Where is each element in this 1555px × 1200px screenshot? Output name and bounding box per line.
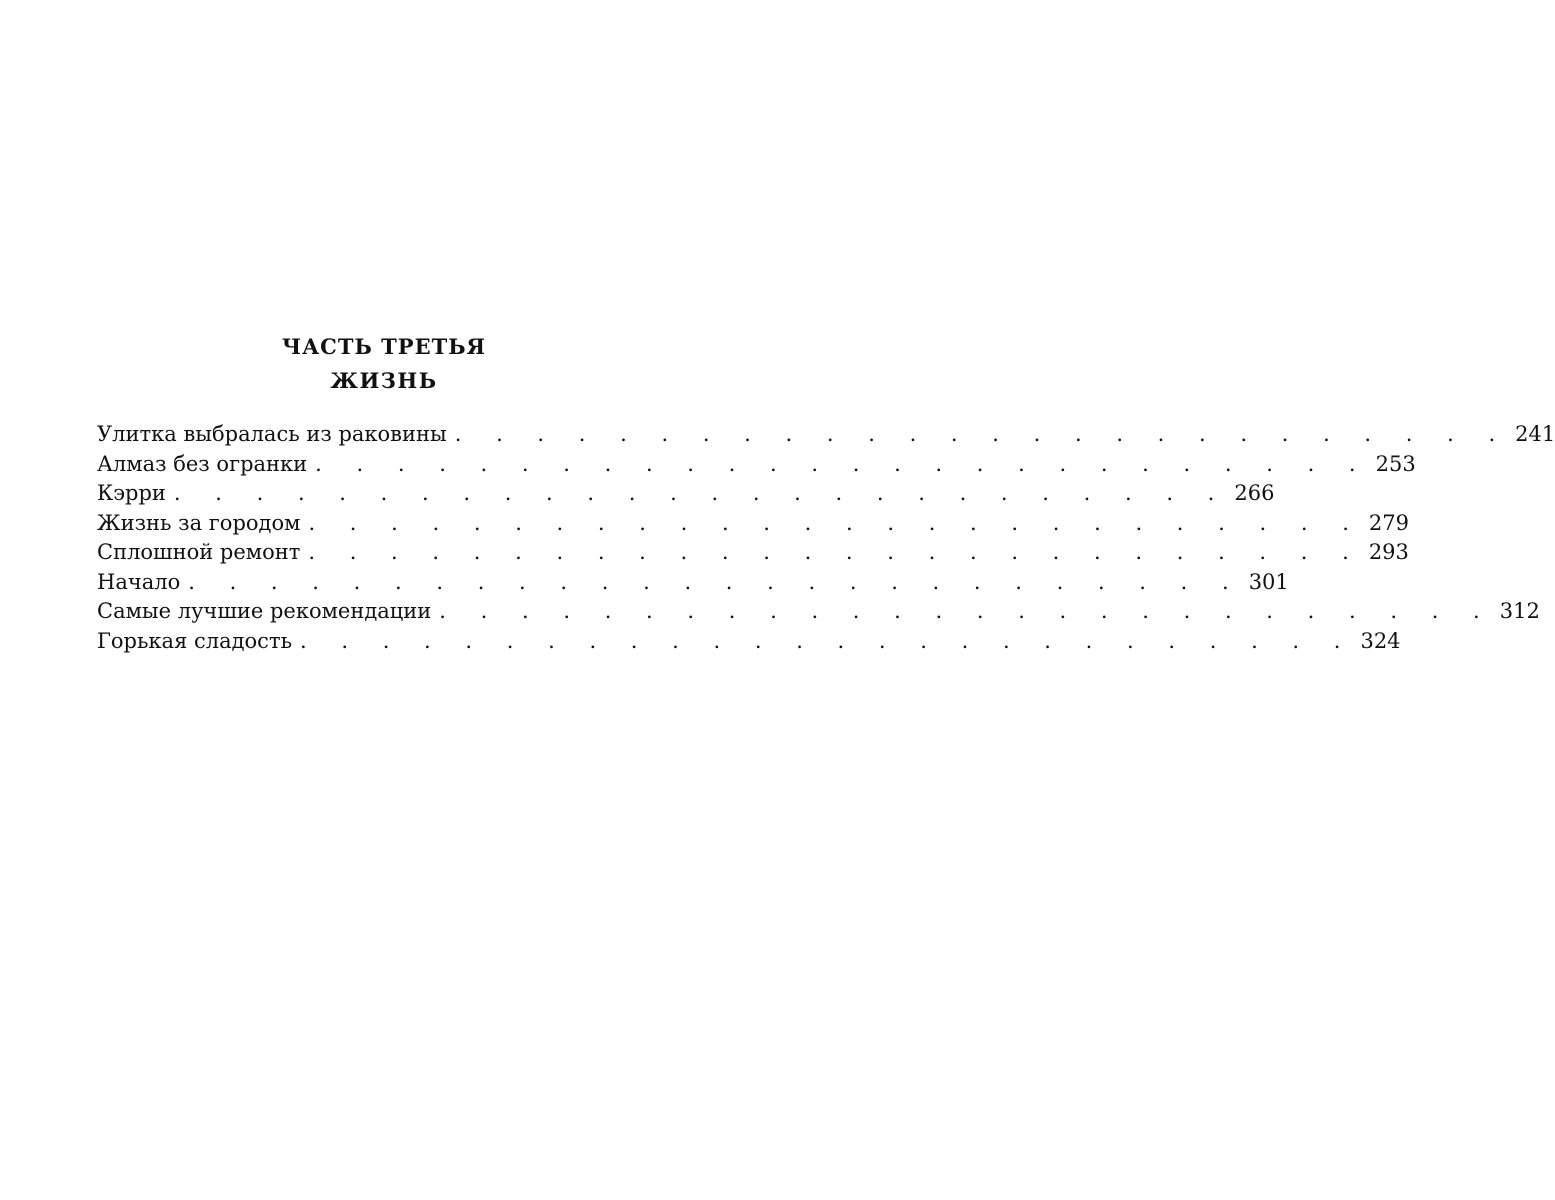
toc-entry bbox=[97, 509, 1409, 539]
toc-dot-leader: . . . . . . . . . . . . . . . . . . . . . . . . . . bbox=[173, 481, 1229, 505]
toc-dot-leader: . . . . . . . . . . . . . . . . . . . . . . . . . . bbox=[315, 451, 1370, 476]
toc-dot-leader: . . . . . . . . . . . . . . . . . . . . . . . . . . bbox=[439, 599, 1494, 623]
toc-dot-leader: . . . . . . . . . . . . . . . . . . . . . . . . . . bbox=[454, 422, 1510, 446]
toc-entry-title: Улитка выбралась из раковины bbox=[97, 422, 447, 446]
toc-dot-leader: . . . . . . . . . . . . . . . . . . . . . . . . . . bbox=[308, 540, 1363, 564]
toc-entry-page: 266 bbox=[1234, 481, 1275, 505]
toc-entry bbox=[97, 450, 1416, 480]
toc-entry bbox=[97, 538, 1409, 568]
toc-dot-leader: . . . . . . . . . . . . . . . . . . . . . . . . . . bbox=[300, 628, 1355, 653]
toc-entry-page: 324 bbox=[1360, 628, 1401, 653]
table-of-contents bbox=[97, 420, 1555, 656]
toc-entry bbox=[97, 479, 1275, 509]
part-subtitle: ЖИЗНЬ bbox=[330, 368, 438, 393]
toc-entry-title: Начало bbox=[97, 569, 181, 594]
toc-entry-page: 301 bbox=[1248, 569, 1289, 594]
toc-entry-page: 312 bbox=[1499, 599, 1540, 623]
part-title: ЧАСТЬ ТРЕТЬЯ bbox=[281, 334, 487, 359]
toc-entry bbox=[97, 627, 1401, 657]
toc-dot-leader: . . . . . . . . . . . . . . . . . . . . . . . . . . bbox=[308, 510, 1363, 535]
toc-entry-title: Сплошной ремонт bbox=[97, 540, 301, 564]
toc-entry-page: 293 bbox=[1368, 540, 1409, 564]
toc-entry-title: Горькая сладость bbox=[97, 628, 292, 653]
toc-dot-leader: . . . . . . . . . . . . . . . . . . . . . . . . . . bbox=[188, 569, 1243, 594]
toc-entry bbox=[97, 420, 1555, 450]
part-header bbox=[0, 330, 768, 398]
toc-entry bbox=[97, 597, 1540, 627]
toc-entry-page: 253 bbox=[1375, 451, 1416, 476]
toc-entry-title: Кэрри bbox=[97, 481, 166, 505]
toc-entry-title: Алмаз без огранки bbox=[97, 451, 308, 476]
toc-entry-title: Жизнь за городом bbox=[97, 510, 301, 535]
toc-entry-page: 241 bbox=[1515, 422, 1555, 446]
toc-entry-page: 279 bbox=[1368, 510, 1409, 535]
toc-entry bbox=[97, 568, 1289, 598]
toc-entry-title: Самые лучшие рекомендации bbox=[97, 599, 432, 623]
